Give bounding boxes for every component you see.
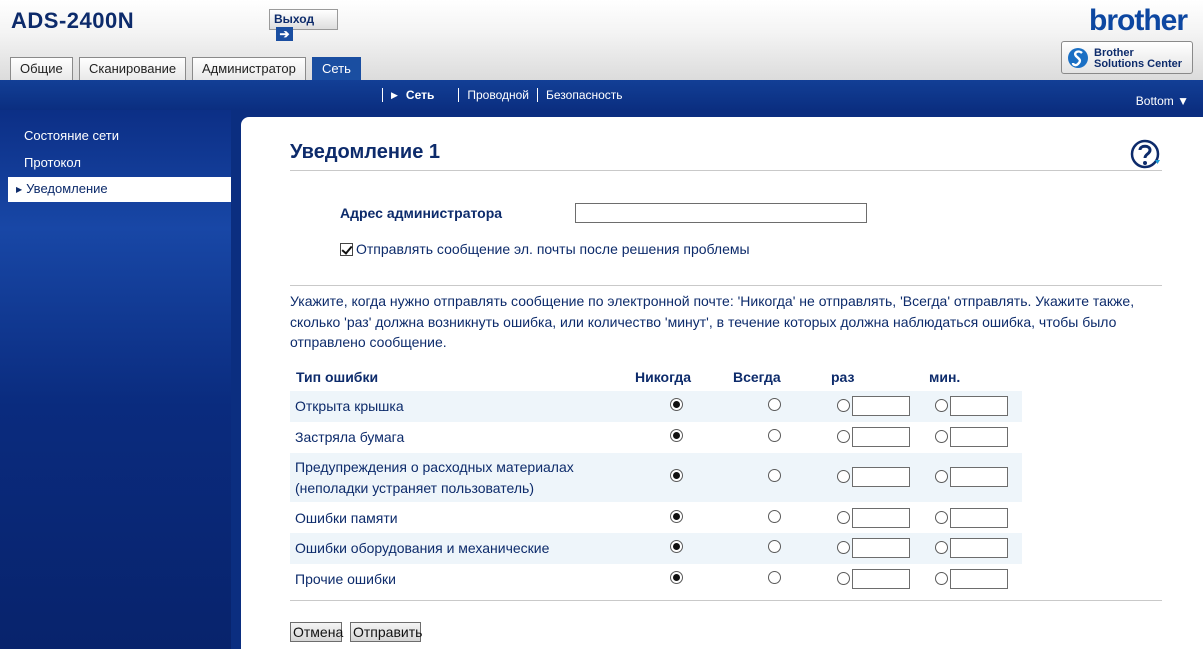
brand-logo: brother: [1089, 4, 1187, 37]
radio-never[interactable]: [670, 540, 683, 553]
sidebar-item-label: Уведомление: [26, 181, 108, 196]
page-title: Уведомление 1: [290, 141, 441, 163]
times-input[interactable]: [852, 396, 910, 416]
send-after-fix-label: Отправлять сообщение эл. почты после решения проблемы: [356, 241, 750, 257]
sidebar-item-protocol[interactable]: Протокол: [24, 155, 81, 170]
cancel-button[interactable]: Отмена: [290, 622, 342, 642]
sidebar-item-network-status[interactable]: Состояние сети: [24, 128, 119, 143]
admin-address-input[interactable]: [575, 203, 867, 223]
radio-always[interactable]: [768, 510, 781, 523]
table-bottom-divider: [290, 600, 1162, 601]
radio-never[interactable]: [670, 510, 683, 523]
col-never: Никогда: [635, 369, 692, 385]
times-input[interactable]: [852, 538, 910, 558]
minutes-input[interactable]: [950, 427, 1008, 447]
radio-minutes[interactable]: [935, 399, 948, 412]
radio-always[interactable]: [768, 429, 781, 442]
subnav-security[interactable]: Безопасность: [546, 88, 623, 102]
radio-never[interactable]: [670, 571, 683, 584]
solutions-center-icon: [1067, 46, 1089, 70]
device-model: ADS-2400N: [11, 8, 135, 33]
tab-scan[interactable]: Сканирование: [79, 57, 186, 80]
radio-never[interactable]: [670, 429, 683, 442]
tab-general[interactable]: Общие: [10, 57, 73, 80]
times-input[interactable]: [852, 427, 910, 447]
radio-times[interactable]: [837, 511, 850, 524]
active-marker-icon: ▶: [16, 185, 23, 194]
radio-minutes[interactable]: [935, 511, 948, 524]
radio-times[interactable]: [837, 399, 850, 412]
minutes-input[interactable]: [950, 538, 1008, 558]
sidebar: [0, 110, 231, 649]
radio-never[interactable]: [670, 469, 683, 482]
current-marker-icon: ▶: [391, 89, 398, 100]
radio-times[interactable]: [837, 572, 850, 585]
table-row: [290, 422, 1022, 453]
radio-minutes[interactable]: [935, 541, 948, 554]
subnav-wired[interactable]: Проводной: [467, 88, 529, 102]
tab-network[interactable]: Сеть: [312, 57, 361, 80]
minutes-input[interactable]: [950, 396, 1008, 416]
times-input[interactable]: [852, 508, 910, 528]
radio-minutes[interactable]: [935, 470, 948, 483]
radio-times[interactable]: [837, 470, 850, 483]
table-row: [290, 502, 1022, 533]
subnav-current: Сеть: [405, 88, 435, 102]
help-icon[interactable]: [1129, 139, 1161, 169]
top-header: [0, 0, 1203, 80]
radio-times[interactable]: [837, 541, 850, 554]
send-after-fix-row: [340, 241, 750, 257]
times-input[interactable]: [852, 467, 910, 487]
row-label: Прочие ошибки: [295, 571, 396, 587]
table-row: [290, 564, 1022, 595]
sub-navigation: [382, 80, 623, 110]
minutes-input[interactable]: [950, 467, 1008, 487]
solutions-center-button[interactable]: [1061, 41, 1193, 74]
minutes-input[interactable]: [950, 508, 1008, 528]
radio-always[interactable]: [768, 398, 781, 411]
send-after-fix-checkbox[interactable]: [340, 243, 353, 256]
col-error-type: Тип ошибки: [296, 369, 379, 385]
radio-never[interactable]: [670, 398, 683, 411]
radio-always[interactable]: [768, 540, 781, 553]
radio-times[interactable]: [837, 430, 850, 443]
times-input[interactable]: [852, 569, 910, 589]
radio-minutes[interactable]: [935, 430, 948, 443]
radio-always[interactable]: [768, 571, 781, 584]
row-label: Ошибки памяти: [295, 510, 398, 526]
subnav-divider: [537, 88, 538, 102]
submit-button[interactable]: Отправить: [350, 622, 421, 642]
row-label: Открыта крышка: [295, 398, 404, 414]
radio-minutes[interactable]: [935, 572, 948, 585]
logout-label: Выход: [274, 12, 315, 26]
sub-navigation-bar: [0, 80, 1203, 110]
description-text: Укажите, когда нужно отправлять сообщение по электронной почте: 'Никогда' не отправлять, 'Всегда' отправлять. Укажите также, сколько 'раз' должна возникнуть ошибка, или количество 'минут', в течение которых должна наблюдаться ошибка, чтобы было отправлено сообщение.: [290, 293, 1135, 350]
col-times: раз: [831, 369, 855, 385]
table-row: [290, 533, 1022, 564]
subnav-divider: [458, 88, 459, 102]
admin-address-label: Адрес администратора: [340, 205, 503, 221]
row-label: Застряла бумага: [295, 429, 405, 445]
logout-arrow-icon: ➔: [276, 27, 293, 41]
tab-administrator[interactable]: Администратор: [192, 57, 306, 80]
row-label: Предупреждения о расходных материалах (неполадки устраняет пользователь): [295, 459, 574, 496]
row-label: Ошибки оборудования и механические: [295, 540, 550, 556]
table-row: [290, 391, 1022, 422]
logout-button[interactable]: [269, 9, 338, 41]
col-minutes: мин.: [929, 369, 961, 385]
table-row: [290, 453, 1022, 502]
section-divider: [290, 285, 1162, 286]
radio-always[interactable]: [768, 469, 781, 482]
subnav-divider: [382, 88, 383, 102]
sidebar-item-notification[interactable]: [8, 177, 231, 202]
col-always: Всегда: [733, 369, 781, 385]
solutions-center-label: Brother Solutions Center: [1094, 47, 1183, 70]
minutes-input[interactable]: [950, 569, 1008, 589]
bottom-link[interactable]: Bottom ▼: [1135, 94, 1189, 108]
title-divider: [290, 170, 1162, 171]
